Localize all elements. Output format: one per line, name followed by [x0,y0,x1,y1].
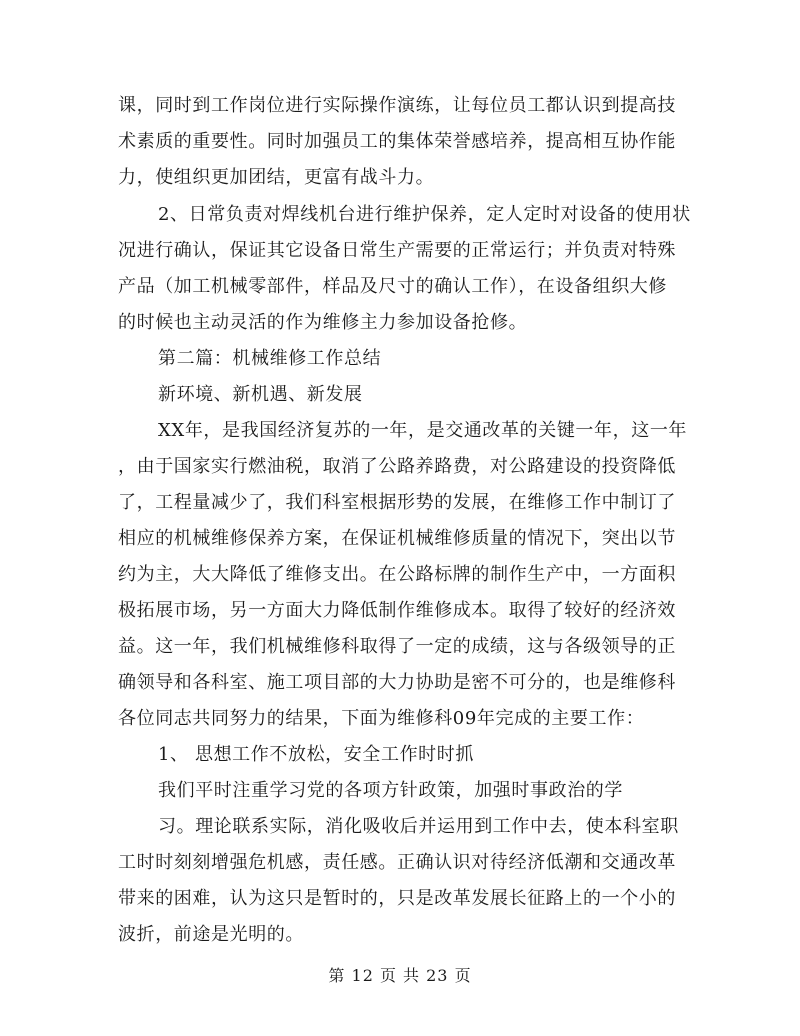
paragraph-line: 的时候也主动灵活的作为维修主力参加设备抢修。 [118,312,528,333]
paragraph-line: 确领导和各科室、施工项目部的大力协助是密不可分的，也是维修科 [118,672,676,693]
paragraph-line: ，由于国家实行燃油税，取消了公路养路费，对公路建设的投资降低 [118,456,676,477]
paragraph-line: 我们平时注重学习党的各项方针政策，加强时事政治的学 [158,780,623,801]
paragraph-line: 带来的困难，认为这只是暂时的，只是改革发展长征路上的一个小的 [118,888,676,909]
paragraph-line: 约为主，大大降低了维修支出。在公路标牌的制作生产中，一方面积 [118,564,676,585]
paragraph-line: 工时时刻刻增强危机感，责任感。正确认识对待经济低潮和交通改革 [118,852,676,873]
paragraph-line: 相应的机械维修保养方案，在保证机械维修质量的情况下，突出以节 [118,528,676,549]
paragraph-line: XX年，是我国经济复苏的一年，是交通改革的关键一年，这一年 [158,420,688,441]
paragraph-line: 课，同时到工作岗位进行实际操作演练，让每位员工都认识到提高技 [118,95,676,116]
section-heading: 第二篇：机械维修工作总结 [158,348,382,369]
paragraph-line: 波折，前途是光明的。 [118,924,304,945]
paragraph-line: 益。这一年，我们机械维修科取得了一定的成绩，这与各级领导的正 [118,636,676,657]
paragraph-line: 了，工程量减少了，我们科室根据形势的发展，在维修工作中制订了 [118,492,676,513]
section-subheading: 新环境、新机遇、新发展 [158,384,363,405]
paragraph-line: 况进行确认，保证其它设备日常生产需要的正常运行；并负责对特殊 [118,240,676,261]
paragraph-line: 各位同志共同努力的结果，下面为维修科09年完成的主要工作： [118,708,645,729]
paragraph-line: 产品（加工机械零部件，样品及尺寸的确认工作），在设备组织大修 [118,276,667,297]
paragraph-line: 习。理论联系实际，消化吸收后并运用到工作中去，使本科室职 [158,816,679,837]
page-number-footer: 第 12 页 共 23 页 [328,966,472,985]
list-heading: 1、 思想工作不放松，安全工作时时抓 [158,744,474,765]
paragraph-line: 术素质的重要性。同时加强员工的集体荣誉感培养，提高相互协作能 [118,131,676,152]
paragraph-line: 极拓展市场，另一方面大力降低制作维修成本。取得了较好的经济效 [118,600,676,621]
paragraph-line: 2、日常负责对焊线机台进行维护保养，定人定时对设备的使用状 [158,204,691,225]
paragraph-line: 力，使组织更加团结，更富有战斗力。 [118,167,435,188]
